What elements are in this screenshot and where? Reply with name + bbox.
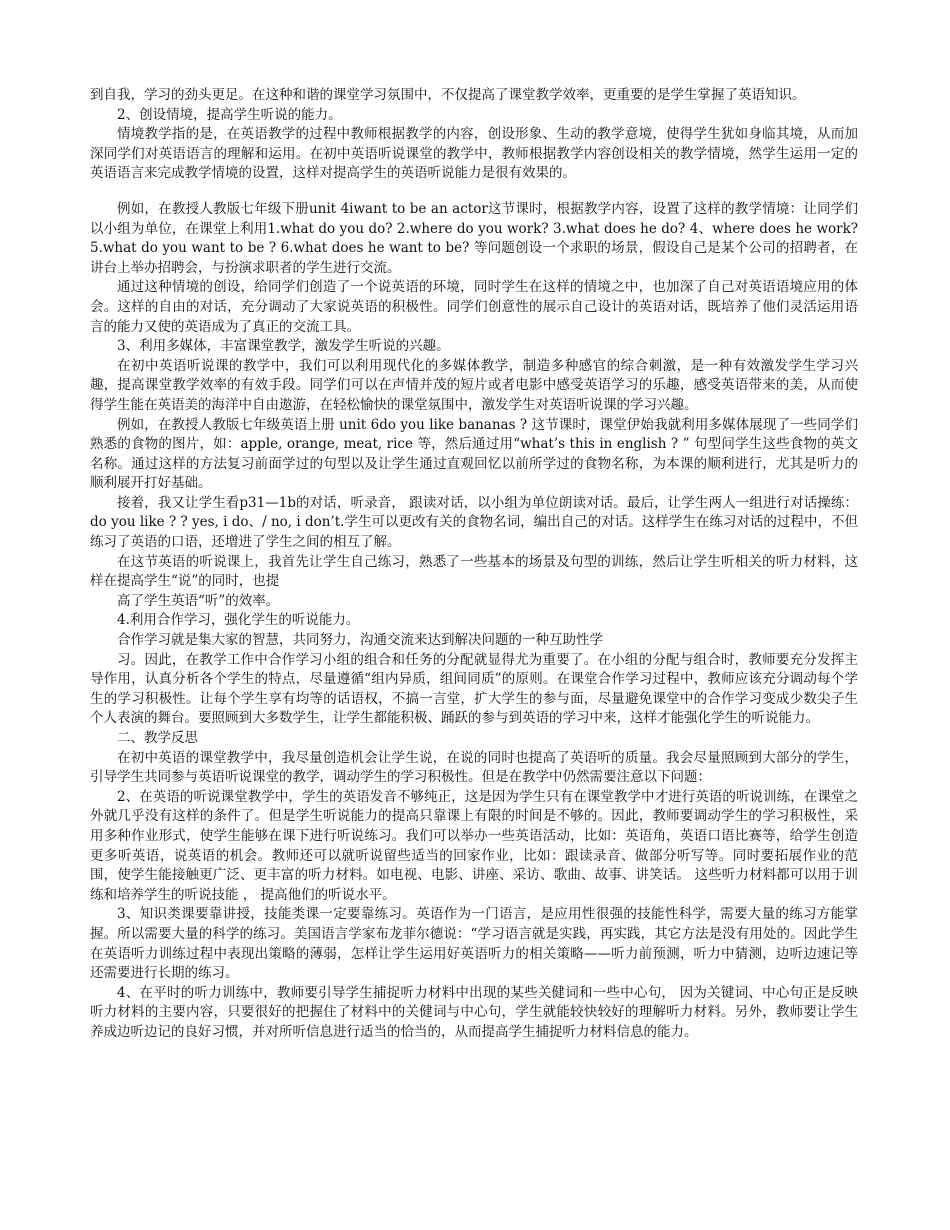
paragraph-cooperation-intro: 合作学习就是集大家的智慧，共同努力，沟通交流来达到解决问题的一种互助性学	[117, 632, 603, 649]
paragraph-cooperation: 习。因此，在教学工作中合作学习小组的组合和任务的分配就显得尤为重要了。在小组的分配与组合时，教师要充分发挥主导作用，认真分析各个学生的特点，尽量遵循“组内异质，组间同质”的原则。在课堂合作学习过程中，教师应该充分调动每个学生的学习积极性。让每个学生享有均等的话语权，不搞一言堂，扩大学生的参与面，尽量避免课堂中的合作学习变成少数尖子生个人表演的舞台。要照顾到大多数学生，让学生都能积极、踊跃的参与到英语的学习中来，这样才能强化学生的听说能力。	[90, 651, 858, 727]
paragraph-example-1: 例如，在教授人教版七年级下册unit 4iwant to be an actor这节课时，根据教学内容，设置了这样的教学情境：让同学们以小组为单位，在课堂上利用1.what do you do? 2.where do you work? 3.what does he do? 4、where does he work? 5.what do you want to be ? 6.what does he want to be? 等问题创设一个求职的场景，假设自己是某个公司的招聘者，在讲台上举办招聘会，与扮演求职者的学生进行交流。	[90, 200, 858, 276]
heading-reflection: 二、教学反思	[117, 730, 198, 746]
paragraph-pronunciation: 2、在英语的听说课堂教学中，学生的英语发音不够纯正，这是因为学生只有在课堂教学中才进行英语的听说训练，在课堂之外就几乎没有这样的条件了。但是学生听说能力的提高只靠课上有限的时间是不够的。因此，教师要调动学生的学习积极性，采用多种作业形式，使学生能够在课下进行听说练习。我们可以举办一些英语活动，比如：英语角，英语口语比赛等，给学生创造更多听英语，说英语的机会。教师还可以就听说留些适当的回家作业，比如：跟读录音、做部分听写等。同时要拓展作业的范围，使学生能接触更广泛、更丰富的听力材料。如电视、电影、讲座、采访、歌曲、故事、讲笑话。 这些听力材料都可以用于训练和培养学生的听说技能 ， 提高他们的听说水平。	[90, 788, 858, 903]
paragraph-reflection: 在初中英语的课堂教学中，我尽量创造机会让学生说，在说的同时也提高了英语听的质量。我会尽量照顾到大部分的学生，引导学生共同参与英语听说课堂的教学，调动学生的学习积极性。但是在教学中仍然需要注意以下问题：	[90, 749, 858, 786]
heading-situation: 2、创设情境，提高学生听说的能力。	[117, 106, 342, 123]
paragraph-1: 到自我，学习的劲头更足。在这种和谐的课堂学习氛围中，不仅提高了课堂教学效率，更重要的是学生掌握了英语知识。	[90, 87, 806, 103]
paragraph-dialogue: 接着，我又让学生看p31—1b的对话，听录音， 跟读对话，以小组为单位朗读对话。最后，让学生两人一组进行对话操练：do you like ? ? yes, i do、/ no, i don’t.学生可以更改有关的食物名词，编出自己的对话。这样学生在练习对话的过程中，不但练习了英语的口语，还增进了学生之间的相互了解。	[90, 494, 858, 551]
paragraph-situation: 情境教学指的是，在英语教学的过程中教师根据教学的内容，创设形象、生动的教学意境，使得学生犹如身临其境，从而加深同学们对英语语言的理解和运用。在初中英语听说课堂的教学中，教师根据教学内容创设相关的教学情境，然学生运用一定的英语语言来完成教学情境的设置，这样对提高学生的英语听说能力是很有效果的。	[90, 126, 858, 182]
paragraph-keywords: 4、在平时的听力训练中，教师要引导学生捕捉听力材料中出现的某些关健词和一些中心句， 因为关键词、中心句正是反映听力材料的主要内容，只要很好的把握住了材料中的关健词与中心句，学生就能较快较好的理解听力材料。另外，教师要让学生养成边听边记的良好习惯，并对所听信息进行适当的恰当的，从而提高学生捕捉听力材料信息的能力。	[90, 984, 858, 1040]
heading-cooperation: 4.利用合作学习，强化学生的听说能力。	[117, 612, 360, 629]
paragraph-listening-class: 在这节英语的听说课上，我首先让学生自己练习，熟悉了一些基本的场景及句型的训练，然后让学生听相关的听力材料，这样在提高学生“说”的同时，也提	[90, 553, 858, 590]
paragraph-example-2: 例如，在教授人教版七年级英语上册 unit 6do you like bananas ? 这节课时，课堂伊始我就利用多媒体展现了一些同学们熟悉的食物的图片，如：apple, orange, meat, rice 等，然后通过用“what’s this in english ? ” 句型问学生这些食物的英文名称。通过这样的方法复习前面学过的句型以及让学生通过直观回忆以前所学过的食物名称，为本课的顺利进行，尤其是听力的顺利展开打好基础。	[90, 416, 858, 492]
paragraph-situation-result: 通过这种情境的创设，给同学们创造了一个说英语的环境，同时学生在这样的情境之中，也加深了自己对英语语境应用的体会。这样的自由的对话，充分调动了大家说英语的积极性。同学们创意性的展示自己设计的英语对话，既培养了他们灵活运用语言的能力又使的英语成为了真正的交流工具。	[90, 279, 858, 335]
paragraph-listening-efficiency: 高了学生英语“听”的效率。	[117, 592, 280, 609]
paragraph-gap	[90, 184, 858, 200]
paragraph-practice: 3、知识类课要靠讲授，技能类课一定要靠练习。英语作为一门语言，是应用性很强的技能性科学，需要大量的练习方能掌握。所以需要大量的科学的练习。美国语言学家布龙菲尔德说：“学习语言就是实践，再实践，其它方法是没有用处的。因此学生在英语听力训练过程中表现出策略的薄弱，怎样让学生运用好英语听力的相关策略——听力前预测，听力中猜测，边听边速记等还需要进行长期的练习。	[90, 906, 858, 982]
heading-multimedia: 3、利用多媒体，丰富课堂教学，激发学生听说的兴趣。	[117, 338, 450, 355]
paragraph-multimedia: 在初中英语听说课的教学中，我们可以利用现代化的多媒体教学，制造多种感官的综合刺激，是一种有效激发学生学习兴趣，提高课堂教学效率的有效手段。同学们可以在声情并茂的短片或者电影中感受英语学习的乐趣，感受英语带来的美，从而使得学生能在英语美的海洋中自由遨游，在轻松愉快的课堂氛围中，激发学生对英语听说课的学习兴趣。	[90, 357, 858, 413]
